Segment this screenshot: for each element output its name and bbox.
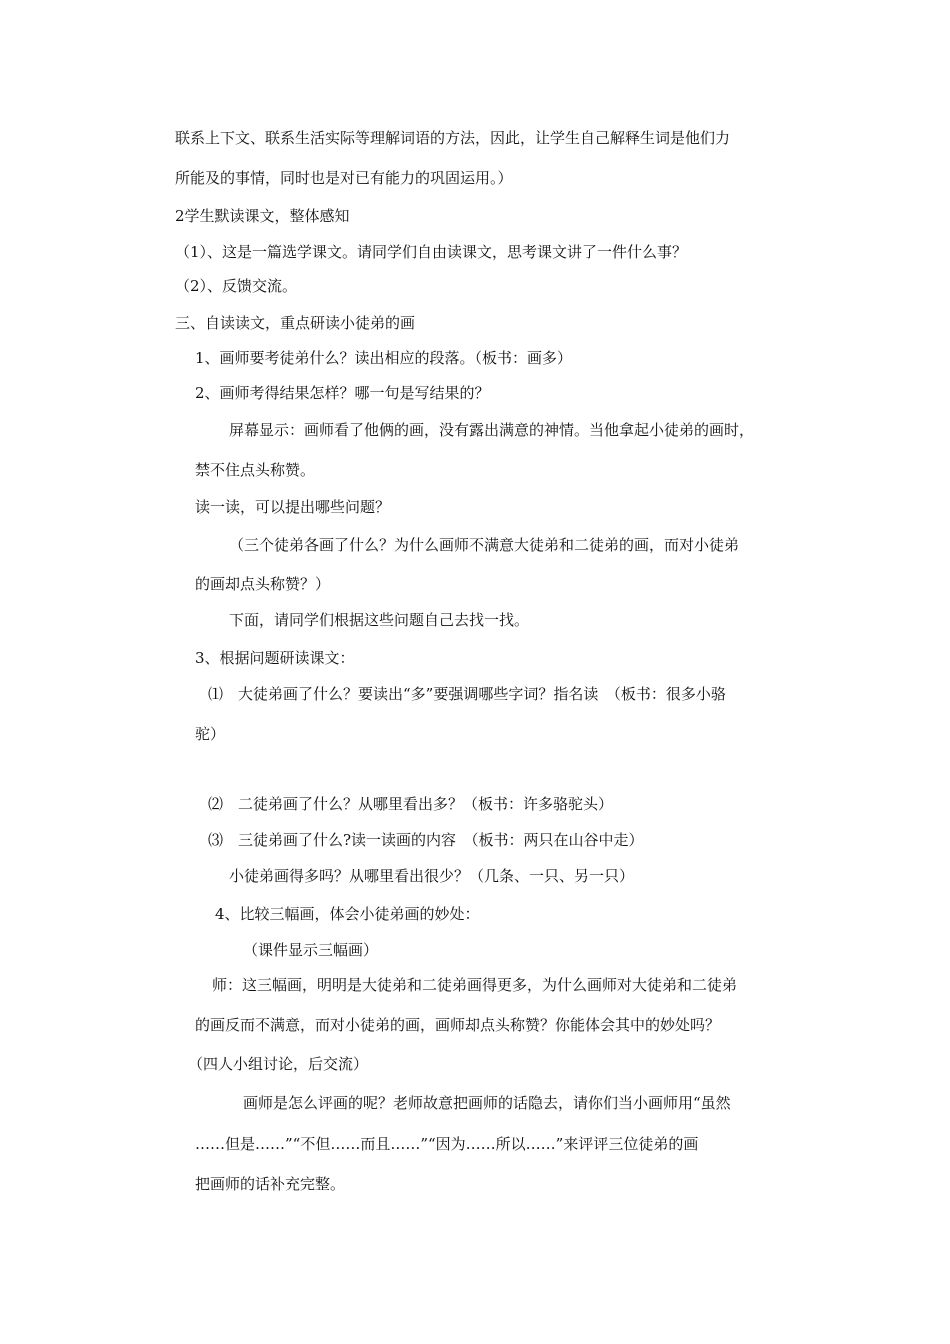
text-line: 所能及的事情，同时也是对已有能力的巩固运用。）: [175, 169, 513, 187]
text-line: （2）、反馈交流。: [175, 277, 298, 295]
text-line: 禁不住点头称赞。: [195, 461, 316, 479]
text-line: 师：这三幅画，明明是大徒弟和二徒弟画得更多，为什么画师对大徒弟和二徒弟: [212, 976, 738, 994]
text-line: ……但是……”“不但……而且……”“因为……所以……”来评评三位徒弟的画: [195, 1135, 699, 1153]
text-line: 读一读，可以提出哪些问题？: [195, 498, 391, 516]
text-line: （三个徒弟各画了什么？为什么画师不满意大徒弟和二徒弟的画，而对小徒弟: [229, 536, 740, 554]
text-line: （四人小组讨论，后交流）: [188, 1055, 369, 1073]
text-line: 4、比较三幅画，体会小徒弟画的妙处：: [215, 905, 480, 923]
text-line: 2学生默读课文，整体感知: [175, 207, 350, 225]
text-line: 画师是怎么评画的呢？老师故意把画师的话隐去，请你们当小画师用“虽然: [243, 1094, 731, 1112]
text-line: 的画却点头称赞？）: [195, 575, 331, 593]
text-line: 把画师的话补充完整。: [195, 1175, 346, 1193]
text-line: 小徒弟画得多吗？从哪里看出很少？（几条、一只、另一只）: [229, 867, 635, 885]
text-line: 驼）: [195, 725, 226, 743]
text-line: （1）、这是一篇选学课文。请同学们自由读课文，思考课文讲了一件什么事？: [175, 243, 688, 261]
text-line: ⑶ 三徒弟画了什么?读一读画的内容 （板书：两只在山谷中走）: [208, 831, 644, 849]
text-line: 1、画师要考徒弟什么？读出相应的段落。（板书：画多）: [195, 349, 573, 367]
section-heading: 三、自读读文，重点研读小徒弟的画: [175, 314, 416, 332]
text-line: ⑴ 大徒弟画了什么？要读出“多”要强调哪些字词？指名读 （板书：很多小骆: [208, 685, 726, 703]
text-line: 2、画师考得结果怎样？哪一句是写结果的？: [195, 384, 490, 402]
text-line: 屏幕显示：画师看了他俩的画，没有露出满意的神情。当他拿起小徒弟的画时，: [229, 421, 755, 439]
text-line: 3、根据问题研读课文：: [195, 649, 355, 667]
text-line: ⑵ 二徒弟画了什么？从哪里看出多？（板书：许多骆驼头）: [208, 795, 614, 813]
text-line: （课件显示三幅画）: [243, 941, 379, 959]
text-line: 下面，请同学们根据这些问题自己去找一找。: [229, 611, 530, 629]
text-line: 的画反而不满意，而对小徒弟的画，画师却点头称赞？你能体会其中的妙处吗？: [195, 1016, 721, 1034]
text-line: 联系上下文、联系生活实际等理解词语的方法，因此，让学生自己解释生词是他们力: [175, 129, 731, 147]
